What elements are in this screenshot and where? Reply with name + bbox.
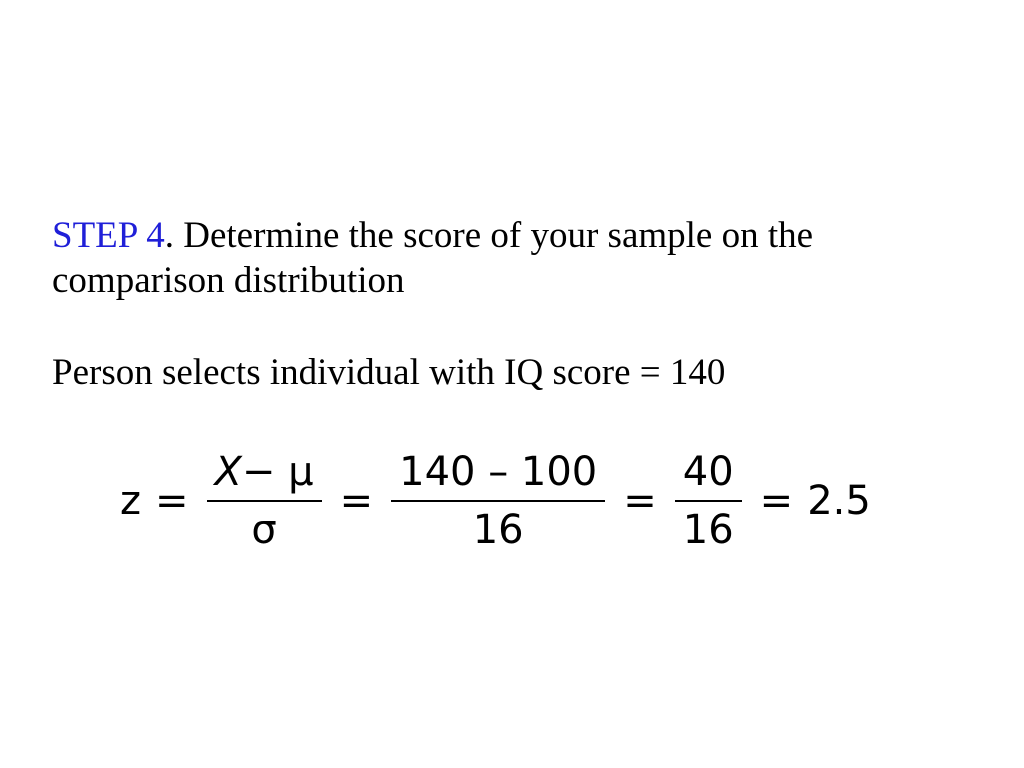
equals-sign-3: =	[623, 478, 657, 524]
step-heading	[52, 213, 992, 303]
z-variable: z	[120, 478, 141, 524]
fraction-formula-numerator	[207, 448, 322, 496]
fraction-bar	[207, 500, 322, 502]
fraction-bar	[675, 500, 742, 502]
step-description: . Determine the score of your sample on the comparison distribution	[52, 215, 814, 301]
fraction-simplified-denominator: 16	[682, 507, 734, 553]
z-score-equation	[120, 436, 871, 566]
equals-sign-4: =	[759, 478, 794, 524]
equals-sign-2: =	[339, 478, 374, 524]
fraction-substituted-numerator: 140 – 100	[399, 449, 598, 495]
fraction-bar	[391, 500, 605, 502]
fraction-simplified	[675, 448, 742, 554]
fraction-simplified-numerator: 40	[682, 449, 734, 495]
z-result: 2.5	[807, 478, 871, 524]
fraction-substituted-denominator: 16	[472, 507, 524, 553]
step-label: STEP 4	[52, 215, 165, 256]
minus-mu: − μ	[241, 449, 314, 495]
x-variable: X	[214, 449, 242, 495]
fraction-formula	[207, 448, 322, 554]
fraction-formula-denominator: σ	[251, 507, 277, 553]
fraction-substituted	[391, 448, 605, 554]
equals-sign-1: =	[155, 478, 189, 524]
example-sentence: Person selects individual with IQ score = 140	[52, 352, 726, 393]
